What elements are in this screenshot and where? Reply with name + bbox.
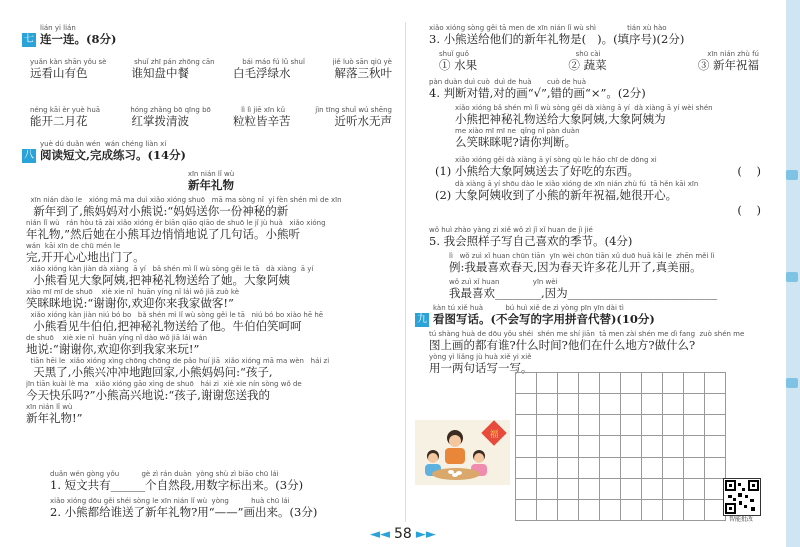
section-9-title: 看图写话。(不会写的字用拼音代替)(10分) [433,312,655,326]
grid-cell[interactable] [621,479,642,500]
grid-cell[interactable] [684,394,705,415]
edge-tab [786,378,798,388]
q4-quote2-pinyin: me xiào mī mī ne qǐng nǐ pàn duàn [455,127,580,135]
fu-character: 福 [489,430,499,440]
page-number: 58 [394,526,412,542]
q4a-answer-paren[interactable]: ( ) [737,164,761,178]
match-pinyin: bái máo fú lǜ shuǐ [242,58,305,66]
q5-pinyin: wǒ huì zhào yàng zi xiě wǒ zì jǐ xǐ huan de jì jié [429,226,593,234]
section-8-badge: 八 [24,149,34,161]
match-item[interactable]: 粒粒皆辛苦 [233,114,291,128]
grid-cell[interactable] [642,373,663,394]
grid-cell[interactable] [684,373,705,394]
grid-cell[interactable] [516,458,537,479]
grid-cell[interactable] [579,479,600,500]
match-pinyin: jiě luò sān qiū yè [332,58,392,66]
story-line-pinyin: xiǎo xióng kàn jiàn dà xiàng ā yí bǎ shén mì lǐ wù sòng gěi le tā dà xiàng ā yí [26,265,314,273]
match-pinyin: jìn tīng shuǐ wú shēng [315,106,392,114]
grid-cell[interactable] [537,479,558,500]
grid-cell[interactable] [537,373,558,394]
question-5: 5. 我会照样子写自己喜欢的季节。(4分) [429,234,633,248]
story-line: 新年到了,熊妈妈对小熊说:“妈妈送你一份神秘的新 [26,204,289,218]
grid-cell[interactable] [558,458,579,479]
story-line: 地说:“谢谢你,欢迎你到我家来玩!” [26,342,200,356]
grid-cell[interactable] [558,394,579,415]
q4b-answer-paren[interactable]: ( ) [737,203,761,217]
story-line: 笑眯眯地说:“谢谢你,欢迎你来我家做客!” [26,296,234,310]
grid-cell[interactable] [705,458,726,479]
story-line-pinyin: nián lǐ wù rán hòu tā zài xiǎo xióng ěr biān qiāo qiāo de shuō le jǐ jù huà xiǎo xióng [26,219,326,227]
grid-cell[interactable] [558,415,579,436]
prev-page-arrows[interactable]: ◄◄ [370,527,390,542]
grid-cell[interactable] [579,373,600,394]
section-9-heading [415,312,775,327]
match-item[interactable]: 谁知盘中餐 [131,66,189,80]
option-pinyin: shuǐ guǒ [439,50,469,58]
grid-cell[interactable] [516,436,537,457]
grid-cell[interactable] [579,436,600,457]
grid-cell[interactable] [621,436,642,457]
match-row-2-pinyin [22,106,400,114]
story-line-pinyin: xīn nián lǐ wù [26,403,73,411]
grid-cell[interactable] [537,458,558,479]
grid-cell[interactable] [558,436,579,457]
section-7-heading [22,32,400,47]
section-9-pinyin: kàn tú xiě huà bú huì xiě de zì yòng pīn yīn dài tì [433,304,624,312]
grid-cell[interactable] [663,458,684,479]
story-line-pinyin: jīn tiān kuài lè ma xiǎo xióng gāo xìng de shuō hái zi xiè xie nín sòng wǒ de [26,380,302,388]
grid-cell[interactable] [579,394,600,415]
story-line: 年礼物,”然后她在小熊耳边悄悄地说了几句话。小熊听 [26,227,301,241]
grid-cell[interactable] [600,436,621,457]
section-8-title: 阅读短文,完成练习。(14分) [40,148,186,162]
writing-grid[interactable] [515,372,726,521]
grid-cell[interactable] [642,394,663,415]
match-item[interactable]: 近听水无声 [334,114,392,128]
story-title-pinyin: xīn nián lǐ wù [187,170,235,178]
grid-cell[interactable] [642,458,663,479]
q4-quote-pinyin: xiǎo xióng bǎ shén mì lǐ wù sòng gěi dà xiàng ā yí dà xiàng ā yí wèi shén [455,104,713,112]
edge-tab [786,170,798,180]
grid-cell[interactable] [663,436,684,457]
grid-cell[interactable] [621,394,642,415]
grid-cell[interactable] [579,458,600,479]
match-pinyin: hóng zhǎng bō qīng bō [130,106,211,114]
grid-cell[interactable] [600,479,621,500]
grid-cell[interactable] [516,373,537,394]
section-8-pinyin: yuè dú duǎn wén wán chéng liàn xí [40,140,167,148]
section-7-pinyin: lián yi lián [40,24,76,32]
match-item[interactable]: 解落三秋叶 [334,66,392,80]
grid-cell[interactable] [516,394,537,415]
question-2: 2. 小熊都给谁送了新年礼物?用“——”画出来。(3分) [50,505,318,519]
story-title: 新年礼物 [188,178,234,192]
story-line-pinyin: xiǎo xióng kàn jiàn niú bó bo bǎ shén mì lǐ wù sòng gěi le tā niú bó bo xiào hē hē [26,311,324,319]
option-pinyin: xīn nián zhù fú [707,50,759,58]
story-line-pinyin: wán kāi xīn de chū mén le [26,242,121,250]
match-row-1 [22,66,400,81]
story-line-pinyin: xīn nián dào le xióng mā ma duì xiǎo xióng shuō mā ma sòng nǐ yí fèn shén mì de xīn [26,196,342,204]
grid-cell[interactable] [558,373,579,394]
q5-fill-pinyin: wǒ zuì xǐ huan yīn wèi [449,278,558,286]
edge-tab [786,272,798,282]
match-pinyin: shuǐ zhī pán zhōng cān [134,58,215,66]
grid-cell[interactable] [579,415,600,436]
s9-line1-pinyin: tú shàng huà de dōu yǒu shéi shén me shí jiān tā men zài shén me dì fang zuò shén me [429,330,745,338]
grid-cell[interactable] [600,458,621,479]
q3-options [439,58,759,73]
grid-cell[interactable] [642,415,663,436]
grid-cell[interactable] [684,479,705,500]
option-item[interactable]: ① 水果 [439,58,478,72]
grid-cell[interactable] [684,500,705,521]
grid-cell[interactable] [621,373,642,394]
grid-cell[interactable] [684,415,705,436]
q4-quote2: 么笑眯眯呢?请你判断。 [455,135,577,149]
question-1: 1. 短文共有______个自然段,用数字标出来。(3分) [50,478,304,492]
q3-options-pinyin [439,50,759,58]
q4a-text: (1) 小熊给大象阿姨送去了好吃的东西。 [435,164,639,178]
grid-cell[interactable] [663,479,684,500]
grid-cell[interactable] [705,436,726,457]
grid-cell[interactable] [663,394,684,415]
grid-cell[interactable] [537,500,558,521]
q3-pinyin: xiǎo xióng sòng gěi tā men de xīn nián lǐ wù shì tián xù hào [429,24,667,32]
match-item[interactable]: 能开二月花 [30,114,88,128]
q2-pinyin: xiǎo xióng dōu gěi shéi sòng le xīn nián lǐ wù yòng huà chū lái [50,497,290,505]
match-pinyin: yuǎn kàn shān yǒu sè [30,58,107,66]
grid-cell[interactable] [558,500,579,521]
q4b: (2) 大象阿姨收到了小熊的新年祝福,她很开心。 [435,188,678,202]
grid-cell[interactable] [600,500,621,521]
grid-cell[interactable] [705,394,726,415]
q4-quote: 小熊把神秘礼物送给大象阿姨,大象阿姨为 [455,112,666,126]
question-3: 3. 小熊送给他们的新年礼物是( )。(填序号)(2分) [429,32,685,46]
grid-cell[interactable] [537,394,558,415]
q4a [435,164,775,179]
page-footer [370,526,436,542]
option-item[interactable]: ③ 新年祝福 [697,58,759,72]
grid-cell[interactable] [684,458,705,479]
qr-code[interactable] [723,478,761,516]
section-7-title: 连一连。(8分) [40,32,117,46]
grid-cell[interactable] [579,500,600,521]
q5-fill-line[interactable]: 我最喜欢________,因为__________________________ [449,286,718,300]
match-item[interactable]: 白毛浮绿水 [233,66,291,80]
story-line: 小熊看见牛伯伯,把神秘礼物送给了他。牛伯伯笑呵呵 [26,319,302,333]
story-line: 今天快乐吗?”小熊高兴地说:“孩子,谢谢您送我的 [26,388,270,402]
next-page-arrows[interactable]: ►► [415,527,436,542]
story-line-pinyin: xiào mī mī de shuō xiè xie nǐ huān yíng nǐ lái wǒ jiā zuò kè [26,288,240,296]
grid-cell[interactable] [537,436,558,457]
section-9-badge: 九 [417,313,427,325]
q5-example-pinyin: lì wǒ zuì xǐ huan chūn tiān yīn wèi chūn tiān xǔ duō huā kāi le zhēn měi lì [449,252,715,260]
grid-cell[interactable] [516,500,537,521]
q4a-pinyin: xiǎo xióng gěi dà xiàng ā yí sòng qù le hǎo chī de dōng xi [455,156,657,164]
grid-cell[interactable] [558,479,579,500]
q4b-pinyin: dà xiàng ā yí shōu dào le xiǎo xióng de xīn nián zhù fú tā hěn kāi xīn [455,180,699,188]
grid-cell[interactable] [705,415,726,436]
story-line-pinyin: tiān hēi le xiǎo xióng xìng chōng chōng de pǎo huí jiā xiǎo xióng mā ma wèn hái zi [26,357,330,365]
question-4: 4. 判断对错,对的画“√”,错的画“×”。(2分) [429,86,646,100]
grid-cell[interactable] [537,415,558,436]
family-dumplings-illustration [415,420,510,485]
section-8-heading [22,148,400,163]
grid-cell[interactable] [516,415,537,436]
q1-pinyin: duǎn wén gòng yǒu gè zì rán duàn yòng shù zì biāo chū lái [50,470,279,478]
story-line: 新年礼物!” [26,411,83,425]
q5-example: 例:我最喜欢春天,因为春天许多花儿开了,真美丽。 [449,260,702,274]
option-item[interactable]: ② 蔬菜 [568,58,607,72]
match-row-2 [22,114,400,129]
grid-cell[interactable] [621,415,642,436]
story-line-pinyin: de shuō xiè xie nǐ huān yíng nǐ dào wǒ jiā lái wán [26,334,208,342]
grid-cell[interactable] [516,479,537,500]
story-line: 小熊看见大象阿姨,把神秘礼物送给了她。大象阿姨 [26,273,290,287]
s9-line2-pinyin: yòng yì liǎng jù huà xiě yi xiě [429,353,532,361]
section-7-badge: 七 [24,33,34,45]
grid-cell[interactable] [684,436,705,457]
match-item[interactable]: 远看山有色 [30,66,88,80]
match-pinyin: lì lì jiē xīn kǔ [241,106,285,114]
match-row-1-pinyin [22,58,400,66]
column-divider [405,22,406,522]
story-body [26,196,400,426]
grid-cell[interactable] [705,373,726,394]
story-line: 天黑了,小熊兴冲冲地跑回家,小熊妈妈问:“孩子, [26,365,273,379]
grid-cell[interactable] [663,373,684,394]
grid-cell[interactable] [621,458,642,479]
grid-cell[interactable] [600,394,621,415]
grid-cell[interactable] [621,500,642,521]
grid-cell[interactable] [642,500,663,521]
grid-cell[interactable] [663,415,684,436]
grid-cell[interactable] [642,479,663,500]
s9-line1: 图上画的都有谁?什么时间?他们在什么地方?做什么? [429,338,696,352]
qr-caption: 智能批改 [728,516,753,523]
grid-cell[interactable] [600,373,621,394]
story-line: 完,开开心心地出门了。 [26,250,145,264]
grid-cell[interactable] [642,436,663,457]
option-pinyin: shū cài [575,50,601,58]
s9-line2: 用一两句话写一写。 [429,361,533,375]
page-edge-strip [786,0,800,547]
grid-cell[interactable] [600,415,621,436]
q4-pinyin: pàn duàn duì cuò duì de huà cuò de huà [429,78,586,86]
grid-cell[interactable] [663,500,684,521]
match-item[interactable]: 红掌拨清波 [131,114,189,128]
match-pinyin: néng kāi èr yuè huā [30,106,101,114]
